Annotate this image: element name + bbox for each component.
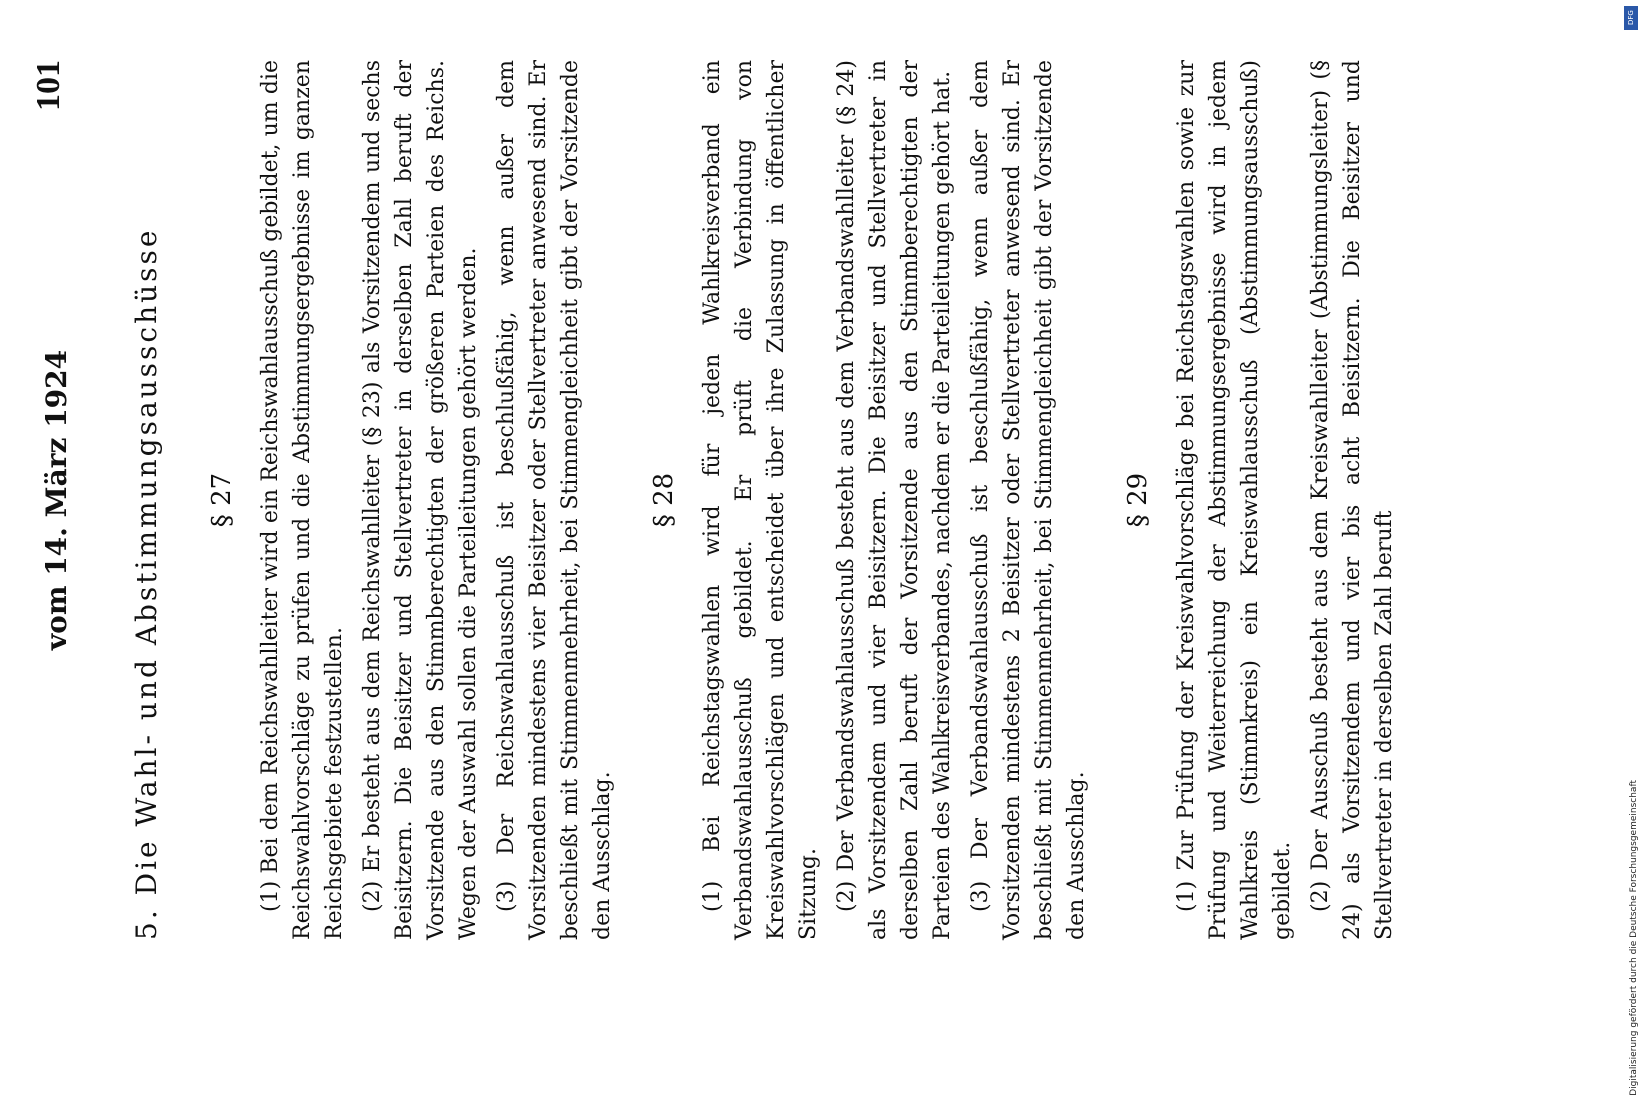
section-heading: 5. Die Wahl- und Abstimmungsausschüsse bbox=[130, 227, 163, 940]
dfg-logo-icon: DFG bbox=[1624, 6, 1638, 30]
paragraph: (2) Der Ausschuß besteht aus dem Kreiswahlleiter (Abstimmungsleiter) (§ 24) als Vorsitzendem und vier bis acht Beisitzern. Die Beisitzer und Stellvertreter in derselben Zahl beruft bbox=[1308, 60, 1397, 940]
text-columns bbox=[199, 60, 1431, 940]
page-number: 101 bbox=[30, 60, 67, 111]
section-number: § 29 bbox=[1123, 472, 1153, 528]
dfg-credit-text: Digitalisierung gefördert durch die Deutsche Forschungsgemeinschaft bbox=[1629, 780, 1639, 1096]
text-column-left bbox=[199, 60, 1431, 940]
paragraph: (1) Zur Prüfung der Kreiswahlvorschläge bei Reichstagswahlen sowie zur Prüfung und Weiterreichung der Abstimmungsergebnisse wird in jedem Wahlkreis (Stimmkreis) ein Kreiswahlausschuß (Abstimmungsausschuß) gebildet. bbox=[1174, 60, 1295, 940]
paragraph: (2) Er besteht aus dem Reichswahlleiter (§ 23) als Vorsitzendem und sechs Beisitzern. Die Beisitzer und Stellvertreter in derselben Zahl beruft der Vorsitzende aus den Stimmberechtigten der größeren Parteien des Reichs. Wegen der Auswahl sollen die Parteileitungen gehört werden. bbox=[360, 60, 481, 940]
section-29 bbox=[1123, 60, 1401, 940]
section-28 bbox=[649, 60, 1093, 940]
paragraph: (3) Der Reichswahlausschuß ist beschlußfähig, wenn außer dem Vorsitzenden mindestens vier Beisitzer oder Stellvertreter anwesend sind. Er beschließt mit Stimmenmehrheit, bei Stimmengleichheit gibt der Vorsitzende den Ausschlag. bbox=[494, 60, 615, 940]
paragraph: (1) Bei Reichstagswahlen wird für jeden Wahlkreisverband ein Verbandswahlausschuß gebildet. Er prüft die Verbindung von Kreiswahlvorschlägen und entscheidet über ihre Zulassung in öffentlicher Sitzung. bbox=[700, 60, 821, 940]
section-number: § 27 bbox=[207, 472, 237, 528]
running-head-date: vom 14. März 1924 bbox=[40, 349, 73, 651]
dfg-credit bbox=[1623, 0, 1639, 1096]
paragraph: (3) Der Verbandswahlausschuß ist beschlußfähig, wenn außer dem Vorsitzenden mindestens 2 Beisitzer oder Stellvertreter anwesend sind. Er beschließt mit Stimmenmehrheit, bei Stimmengleichheit gibt der Vorsitzende den Ausschlag. bbox=[968, 60, 1089, 940]
paragraph: (2) Der Verbandswahlausschuß besteht aus dem Verbandswahlleiter (§ 24) als Vorsitzendem und vier Beisitzern. Die Beisitzer und Stellvertreter in derselben Zahl beruft der Vorsitzende aus den Stimmberechtigten der Parteien des Wahlkreisverbandes, nachdem er die Parteileitungen gehört hat. bbox=[834, 60, 955, 940]
section-number: § 28 bbox=[649, 472, 679, 528]
running-head bbox=[30, 60, 80, 940]
section-27 bbox=[207, 60, 619, 940]
paragraph: (1) Bei dem Reichswahlleiter wird ein Reichswahlausschuß gebildet, um die Reichswahlvorschläge zu prüfen und die Abstimmungsergebnisse im ganzen Reichsgebiete festzustellen. bbox=[258, 60, 347, 940]
